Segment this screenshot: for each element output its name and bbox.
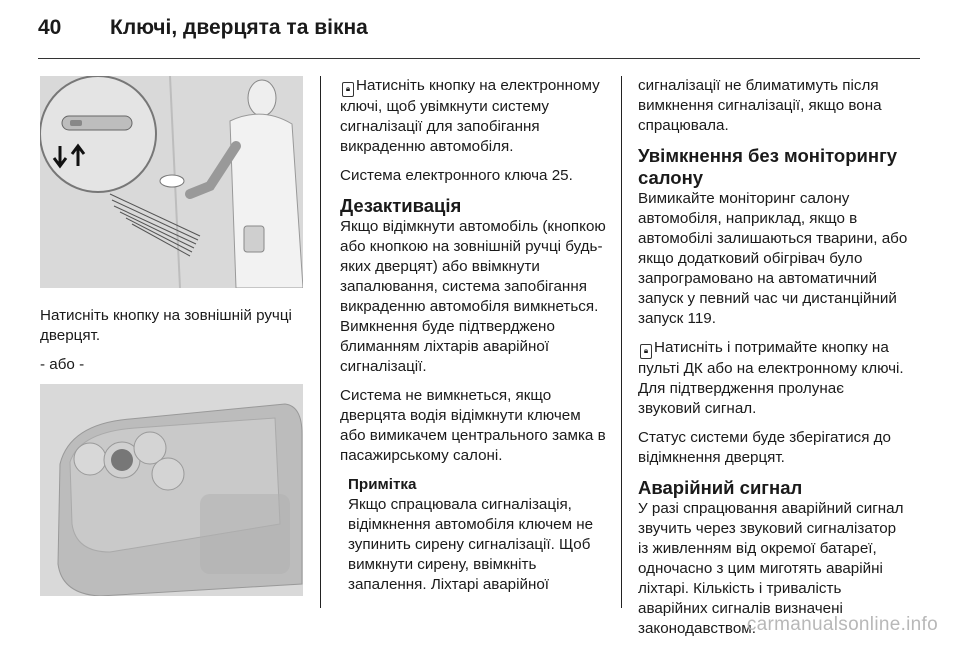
column-divider-2 <box>621 76 622 608</box>
watermark: carmanualsonline.info <box>746 614 938 635</box>
note-box <box>340 475 606 595</box>
paragraph-continued: сигналізації не блиматимуть після вимкнення сигналізації, якщо вона спрацювала. <box>638 77 882 134</box>
column-1 <box>40 76 304 596</box>
heading-deactivation: Дезактивація <box>340 195 462 216</box>
paragraph-activate: 🔒︎ Натисніть кнопку на електронному ключі, щоб увімкнути систему сигналізації для запобігання викраденню автомобіля. <box>340 77 600 155</box>
lock-button-icon: 🔒︎ <box>342 82 354 97</box>
paragraph-monitoring: Вимикайте моніторинг салону автомобіля, наприклад, якщо в автомобілі залишаються тварини, або якщо додатковий обігрівач було запрограмовано на автоматичний запуск у певний час чи дистанційний запуск 119. <box>638 190 908 327</box>
page-header <box>38 16 368 56</box>
paragraph-status: Статус системи буде зберігатися до відімкнення дверцят. <box>638 429 891 466</box>
paragraph-ref-electronic-key: Система електронного ключа 25. <box>340 167 573 184</box>
column-divider-1 <box>320 76 321 608</box>
note-body: Якщо спрацювала сигналізація, відімкнення автомобіля ключем не зупинить сирену сигналізації. Щоб вимкнути сирену, ввімкніть запалення. Ліхтарі аварійної <box>348 496 594 593</box>
caption-or: - або - <box>40 356 85 373</box>
paragraph-alarm: У разі спрацювання аварійний сигнал звучить через звуковий сигналізатор із живленням від окремої батареї, одночасно з цим миготять аварійні ліхтарі. Кількість і тривалість аварійних сигналів визначені законодавством. <box>638 500 904 637</box>
door-handle-illustration <box>40 76 303 288</box>
paragraph-not-deactivated: Система не вимкнеться, якщо дверцята водія відімкнути ключем або вимикачем центрального замка в пасажирському салоні. <box>340 387 606 464</box>
heading-without-monitoring: Увімкнення без моніторингу салону <box>638 145 898 188</box>
heading-alarm: Аварійний сигнал <box>638 477 803 498</box>
electronic-key-illustration <box>40 384 303 596</box>
note-heading: Примітка <box>348 476 417 493</box>
lock-button-icon: 🔒︎ <box>640 344 652 359</box>
paragraph-deactivation: Якщо відімкнути автомобіль (кнопкою або кнопкою на зовнішній ручці будь-яких дверцят) або ввімкнути запалювання, система запобігання викраденню автомобіля вимкнеться. Вимкнення буде підтверджено блиманням ліхтарів аварійної сигналізації. <box>340 218 606 375</box>
column-3 <box>638 76 910 648</box>
paragraph-hold-button: 🔒︎ Натисніть і потримайте кнопку на пульті ДК або на електронному ключі. Для підтвердження пролунає звуковий сигнал. <box>638 339 904 417</box>
header-divider <box>38 58 920 59</box>
page-title: Ключі, дверцята та вікна <box>110 16 368 39</box>
page-number: 40 <box>38 16 62 39</box>
caption-handle: Натисніть кнопку на зовнішній ручці дверцят. <box>40 307 292 344</box>
column-2 <box>340 76 606 595</box>
